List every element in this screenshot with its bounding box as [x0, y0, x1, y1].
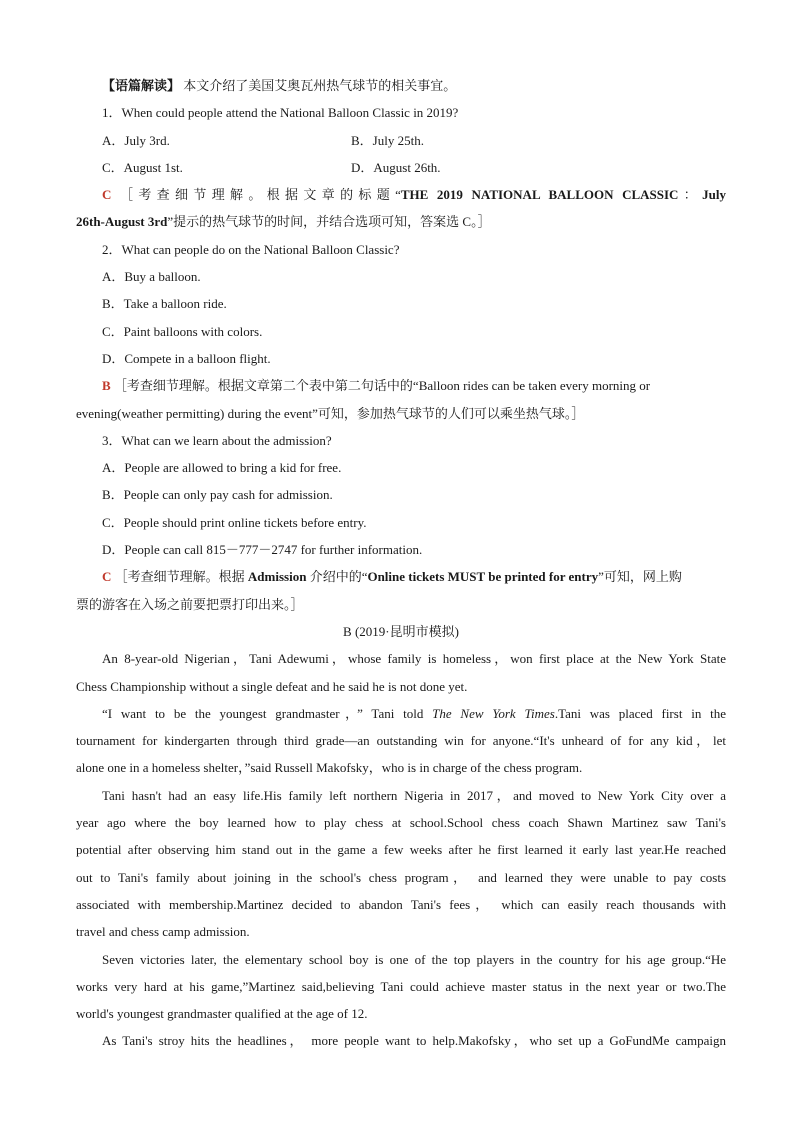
passage-p5-line-1: As Tani's stroy hits the headlines， more people want to help.Makofsky，who set up a GoFundMe campaign: [102, 1033, 726, 1049]
question-2-option-d: D．Compete in a balloon flight.: [102, 350, 271, 366]
passage-p1-line-2: Chess Championship without a single defeat and he said he is not done yet.: [76, 678, 468, 694]
passage-p2-line-1: [76, 700, 726, 727]
question-1-options-row-2: [76, 154, 726, 181]
question-1-option-a: A．July 3rd.: [102, 132, 170, 148]
explanation-1-date-end: 26th-August 3rd: [76, 214, 168, 230]
passage-p4-line-2: works very hard at his game,”Martinez said,believing Tani could achieve master status in the next year or two.The: [76, 978, 726, 994]
passage-p2-line-2: tournament for kindergarten through third grade—an outstanding win for anyone.“It's unheard of for any kid，let: [76, 733, 726, 749]
question-3-option-c: C．People should print online tickets before entry.: [102, 514, 367, 530]
intro-label: 【语篇解读】: [102, 78, 181, 93]
question-1-option-c: C．August 1st.: [102, 159, 183, 175]
newspaper-name: The New York Times: [432, 705, 555, 721]
explanation-3-text-2: 介绍中的“: [306, 569, 368, 585]
passage-p2-quote: “I want to be the youngest grandmaster，” Tani told: [102, 705, 433, 721]
explanation-3-text-3: ”可知，网上购: [598, 569, 682, 585]
passage-p3-line-3: potential after observing him stand out in the game a few weeks after he first learned it early last year.He reached: [76, 842, 726, 858]
explanation-1-title: THE 2019 NATIONAL BALLOON CLASSIC: [400, 187, 679, 203]
explanation-2-line-2: evening(weather permitting) during the event”可知，参加热气球节的人们可以乘坐热气球。］: [76, 405, 585, 421]
answer-2: B: [102, 378, 111, 394]
question-3-option-b: B．People can only pay cash for admission.: [102, 487, 333, 503]
question-2-stem: 2．What can people do on the National Balloon Classic?: [102, 241, 400, 257]
passage-p2-rest: .Tani was placed first in the: [554, 705, 726, 721]
passage-p4-line-1: Seven victories later, the elementary school boy is one of the top players in the country for his age group.“He: [102, 951, 726, 967]
explanation-3-admission: Admission: [247, 569, 307, 585]
intro-text: 本文介绍了美国艾奥瓦州热气球节的相关事宜。: [180, 78, 457, 93]
question-3-option-a: A．People are allowed to bring a kid for free.: [102, 460, 342, 476]
explanation-3-quote: Online tickets MUST be printed for entry: [367, 569, 599, 585]
passage-p3-line-5: associated with membership.Martinez decided to abandon Tani's fees， which can easily reach thousands with: [76, 896, 726, 912]
document-page: [76, 72, 726, 1055]
explanation-1-line-2: [76, 208, 726, 235]
explanation-1-date-start: July: [702, 187, 726, 203]
question-3-stem: 3．What can we learn about the admission?: [102, 432, 332, 448]
explanation-3-text: ［考查细节理解。根据: [114, 569, 248, 585]
passage-p3-line-2: year ago where the boy learned how to play chess at school.School chess coach Shawn Martinez saw Tani's: [76, 815, 726, 831]
question-1-stem: 1．When could people attend the National Balloon Classic in 2019?: [102, 105, 459, 121]
answer-1: C: [102, 187, 112, 203]
explanation-1-colon: ：: [678, 187, 703, 203]
question-2-option-b: B．Take a balloon ride.: [102, 296, 227, 312]
explanation-2-text: ［考查细节理解。根据文章第二个表中第二句话中的“Balloon rides can be taken every morning or: [113, 378, 651, 394]
passage-p3-line-1: Tani hasn't had an easy life.His family left northern Nigeria in 2017，and moved to New York City over a: [102, 787, 726, 803]
explanation-2-line-1: [76, 372, 726, 399]
passage-p3-line-6: travel and chess camp admission.: [76, 924, 250, 940]
section-b-title: B (2019·昆明市模拟): [343, 623, 459, 639]
answer-3: C: [102, 569, 112, 585]
explanation-3-line-2: 票的游客在入场之前要把票打印出来。］: [76, 596, 304, 612]
explanation-1-text: ［考查细节理解。根据文章的标题“: [119, 187, 401, 203]
explanation-1-conclusion: ”提示的热气球节的时间，并结合选项可知，答案选 C。］: [167, 214, 491, 230]
question-2-option-a: A．Buy a balloon.: [102, 269, 201, 285]
question-2-option-c: C．Paint balloons with colors.: [102, 323, 263, 339]
passage-p1-line-1: An 8-year-old Nigerian，Tani Adewumi，whose family is homeless，won first place at the New York State: [102, 651, 726, 667]
reading-intro: [76, 72, 726, 99]
passage-p4-line-3: world's youngest grandmaster qualified at the age of 12.: [76, 1006, 368, 1022]
question-3-option-d: D．People can call 815－777－2747 for further information.: [102, 542, 423, 558]
question-1-options-row-1: [76, 127, 726, 154]
explanation-3-line-1: [76, 563, 726, 590]
passage-p2-line-3: alone one in a homeless shelter，”said Russell Makofsky，who is in charge of the chess program.: [76, 760, 583, 776]
passage-p3-line-4: out to Tani's family about joining in the school's chess program， and learned they were unable to pay costs: [76, 869, 726, 885]
question-1-option-b: B．July 25th.: [351, 132, 424, 148]
question-1-option-d: D．August 26th.: [351, 159, 441, 175]
explanation-1-line-1: [76, 181, 726, 208]
